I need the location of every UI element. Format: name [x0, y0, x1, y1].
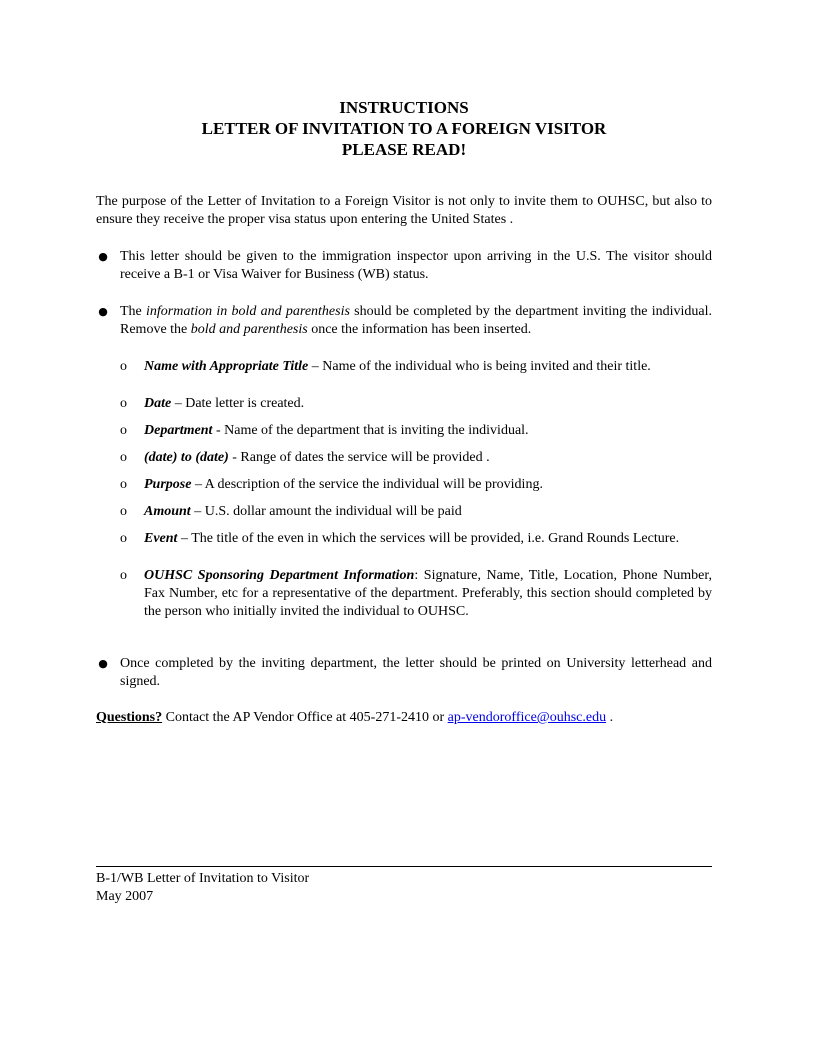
field-desc: – Name of the individual who is being invited and their title. [308, 359, 651, 374]
bullet-dot-icon: ● [98, 657, 108, 670]
page-footer [96, 866, 712, 906]
field-item-department [96, 422, 712, 440]
bullet-text-post: once the information has been inserted. [307, 322, 532, 337]
field-term: Event [144, 531, 178, 546]
bullet-text-mid: should be completed by the department inviting the individual. Remove the [120, 304, 713, 337]
sub-bullet-icon: o [120, 504, 127, 519]
vendor-email-link[interactable]: ap-vendoroffice@ouhsc.edu [447, 710, 607, 725]
bullet-item-letterhead [96, 655, 712, 691]
bullet-item-immigration [96, 248, 712, 284]
field-term: Purpose [144, 477, 192, 492]
field-item-amount [96, 503, 712, 521]
field-desc: – Date letter is created. [171, 396, 305, 411]
field-item-event [96, 530, 712, 548]
bullet-dot-icon: ● [98, 305, 108, 318]
document-title [96, 97, 712, 160]
field-term: Amount [144, 504, 191, 519]
title-line-instructions: INSTRUCTIONS [339, 98, 469, 117]
footer-date: May 2007 [96, 889, 154, 904]
sub-bullet-icon: o [120, 450, 127, 465]
field-item-name [96, 358, 712, 376]
questions-line [96, 709, 712, 727]
sub-bullet-icon: o [120, 359, 127, 374]
intro-paragraph: The purpose of the Letter of Invitation to a Foreign Visitor is not only to invite them to OUHSC, but also to ensure they receive the proper visa status upon entering the United States . [96, 194, 712, 227]
sub-bullet-icon: o [120, 477, 127, 492]
bullet-text-pre: The [120, 304, 147, 319]
field-desc: – U.S. dollar amount the individual will be paid [190, 504, 462, 519]
questions-text: Contact the AP Vendor Office at 405-271-2410 or [162, 710, 448, 725]
field-desc: - Name of the department that is inviting the individual. [212, 423, 529, 438]
sub-bullet-icon: o [120, 531, 127, 546]
field-item-date [96, 395, 712, 413]
bullet-text: Once completed by the inviting department, the letter should be printed on University letterhead and signed. [120, 656, 712, 689]
sub-bullet-icon: o [120, 568, 127, 583]
title-line-letter: LETTER OF INVITATION TO A FOREIGN VISITOR [201, 119, 607, 138]
sub-bullet-icon: o [120, 423, 127, 438]
field-item-purpose [96, 476, 712, 494]
field-term: OUHSC Sponsoring Department Information [144, 568, 415, 583]
field-term: Date [144, 396, 172, 411]
field-desc: : Signature, Name, Title, Location, Phone Number, Fax Number, etc for a representative of the department. Preferably, this section should completed by the person who initially invited the individual to OUHSC. [144, 568, 712, 619]
bullet-text-italic-1: information in bold and parenthesis [146, 304, 350, 319]
title-line-please-read: PLEASE READ! [341, 140, 467, 159]
field-term: Name with Appropriate Title [144, 359, 309, 374]
bullet-text: This letter should be given to the immigration inspector upon arriving in the U.S. The visitor should receive a B-1 or Visa Waiver for Business (WB) status. [120, 249, 712, 282]
sub-bullet-icon: o [120, 396, 127, 411]
field-item-sponsoring-department [96, 567, 712, 621]
questions-label: Questions? [96, 710, 163, 725]
field-term: (date) to (date) [144, 450, 229, 465]
footer-form-name: B-1/WB Letter of Invitation to Visitor [96, 871, 310, 886]
field-term: Department [144, 423, 213, 438]
bullet-text-italic-2: bold and parenthesis [190, 322, 308, 337]
document-body [96, 97, 712, 727]
field-desc: - Range of dates the service will be provided . [228, 450, 490, 465]
bullet-dot-icon: ● [98, 250, 108, 263]
questions-end: . [606, 710, 614, 725]
field-item-date-range [96, 449, 712, 467]
footer-divider [96, 866, 712, 867]
bullet-item-bold-parenthesis [96, 303, 712, 339]
field-desc: – A description of the service the individual will be providing. [191, 477, 543, 492]
field-desc: – The title of the even in which the services will be provided, i.e. Grand Rounds Lecture. [177, 531, 680, 546]
